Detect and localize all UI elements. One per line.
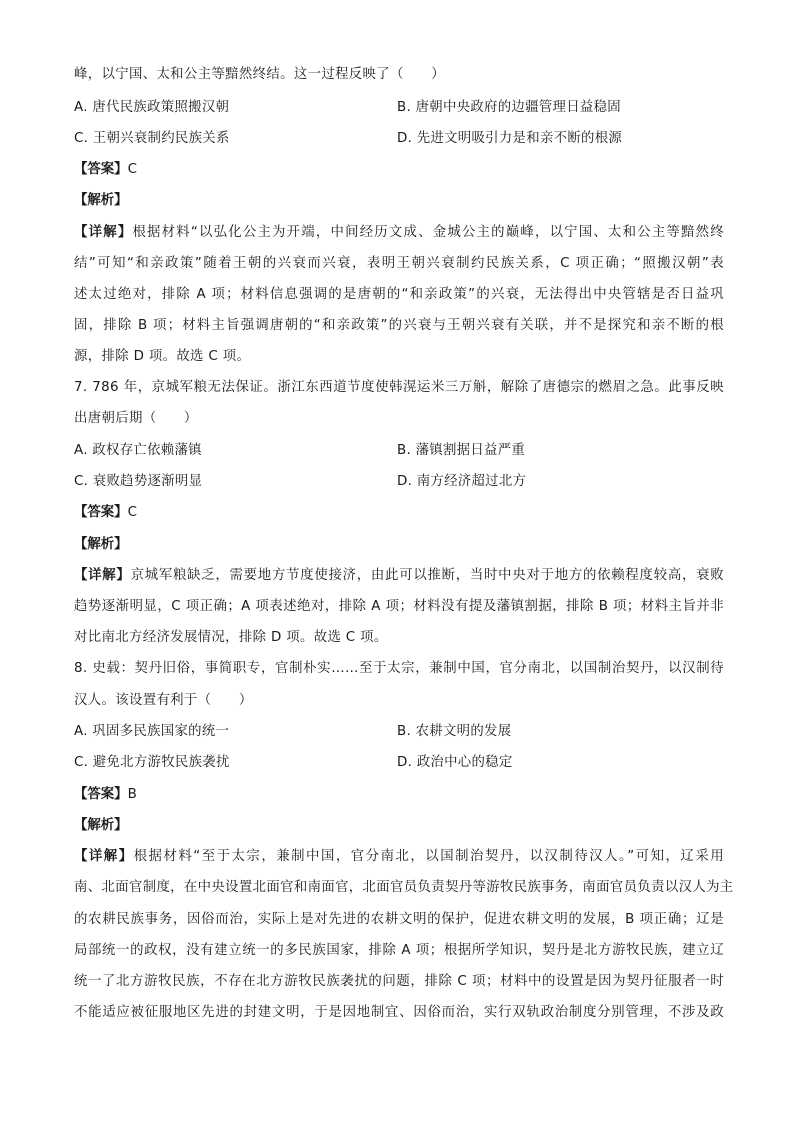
detail-label: 【详解】	[74, 225, 133, 240]
q6-analysis-heading	[74, 192, 128, 210]
detail-text: 根据材料“以弘化公主为开端，中间经历文成、金城公主的巅峰，以宁国、太和公主等黯然终	[132, 225, 724, 240]
q8-answer	[74, 786, 137, 804]
q7-stem-line-2: 出唐朝后期（ ）	[74, 411, 198, 426]
q7-option-d: D. 南方经济超过北方	[397, 474, 527, 489]
answer-value: B	[127, 787, 137, 802]
answer-label: 【答案】	[74, 787, 128, 802]
detail-label: 【详解】	[74, 568, 131, 583]
q7-option-b: B. 藩镇割据日益严重	[397, 443, 526, 458]
q7-detail-line-2: 趋势逐渐明显，C 项正确；A 项表述绝对，排除 A 项；材料没有提及藩镇割据，排除 B 项；材料主旨并非	[74, 599, 724, 614]
q8-option-c: C. 避免北方游牧民族袭扰	[74, 755, 230, 770]
q8-option-a: A. 巩固多民族国家的统一	[74, 724, 230, 739]
q8-option-b: B. 农耕文明的发展	[397, 724, 512, 739]
q6-stem-tail: 峰，以宁国、太和公主等黯然终结。这一过程反映了（ ）	[74, 67, 445, 82]
q8-detail-line-1	[74, 848, 724, 866]
q7-detail-line-1	[74, 567, 724, 585]
q7-answer	[74, 504, 137, 522]
q7-option-a: A. 政权存亡依赖藩镇	[74, 443, 202, 458]
q7-analysis-heading	[74, 536, 128, 554]
answer-label: 【答案】	[74, 505, 128, 520]
q6-option-c: C. 王朝兴衰制约民族关系	[74, 131, 230, 146]
q8-stem-line-1: 8. 史载：契丹旧俗，事简职专，官制朴实……至于太宗，兼制中国，官分南北，以国制治契丹，以汉制待	[74, 661, 724, 676]
answer-value: C	[127, 505, 137, 520]
q8-analysis-heading	[74, 817, 128, 835]
q6-detail-line-2: 结”可知“和亲政策”随着王朝的兴衰而兴衰，表明王朝兴衰制约民族关系，C 项正确；“照搬汉朝”表	[74, 256, 724, 271]
q7-detail-line-3: 对比南北方经济发展情况，排除 D 项。故选 C 项。	[74, 630, 388, 645]
q8-detail-line-2: 南、北面官制度，在中央设置北面官和南面官，北面官员负责契丹等游牧民族事务，南面官员负责以汉人为主	[74, 880, 734, 895]
analysis-label: 【解析】	[74, 193, 128, 208]
q6-detail-line-1	[74, 224, 724, 242]
q8-option-d: D. 政治中心的稳定	[397, 755, 513, 770]
q6-option-b: B. 唐朝中央政府的边疆管理日益稳固	[397, 100, 621, 115]
q8-stem-line-2: 汉人。该设置有利于（ ）	[74, 693, 253, 708]
q8-detail-line-3: 的农耕民族事务，因俗而治，实际上是对先进的农耕文明的保护，促进农耕文明的发展，B 项正确；辽是	[74, 912, 724, 927]
q7-option-c: C. 衰败趋势逐渐明显	[74, 474, 203, 489]
q6-detail-line-3: 述太过绝对，排除 A 项；材料信息强调的是唐朝的“和亲政策”的兴衰，无法得出中央管辖是否日益巩	[74, 287, 724, 302]
q7-stem-line-1: 7. 786 年，京城军粮无法保证。浙江东西道节度使韩滉运米三万斛，解除了唐德宗的燃眉之急。此事反映	[74, 380, 724, 395]
q6-detail-line-4: 固，排除 B 项；材料主旨强调唐朝的“和亲政策”的兴衰与王朝兴衰有关联，并不是探究和亲不断的根	[74, 318, 724, 333]
q6-option-a: A. 唐代民族政策照搬汉朝	[74, 100, 230, 115]
q6-answer	[74, 161, 137, 179]
detail-text: 京城军粮缺乏，需要地方节度使接济，由此可以推断，当时中央对于地方的依赖程度较高，衰败	[130, 568, 724, 583]
q8-detail-line-6: 不能适应被征服地区先进的封建文明，于是因地制宜、因俗而治，实行双轨政治制度分别管理，不涉及政	[74, 1005, 724, 1020]
detail-text: 根据材料“至于太宗，兼制中国，官分南北，以国制治契丹，以汉制待汉人。”可知，辽采用	[133, 849, 724, 864]
analysis-label: 【解析】	[74, 818, 128, 833]
q8-detail-line-4: 局部统一的政权，没有建立统一的多民族国家，排除 A 项；根据所学知识，契丹是北方游牧民族，建立辽	[74, 943, 724, 958]
q6-detail-line-5: 源，排除 D 项。故选 C 项。	[74, 349, 251, 364]
detail-label: 【详解】	[74, 849, 134, 864]
q8-detail-line-5: 统一了北方游牧民族，不存在北方游牧民族袭扰的问题，排除 C 项；材料中的设置是因为契丹征服者一时	[74, 974, 724, 989]
answer-label: 【答案】	[74, 162, 128, 177]
analysis-label: 【解析】	[74, 537, 128, 552]
answer-value: C	[127, 162, 137, 177]
q6-option-d: D. 先进文明吸引力是和亲不断的根源	[397, 131, 623, 146]
